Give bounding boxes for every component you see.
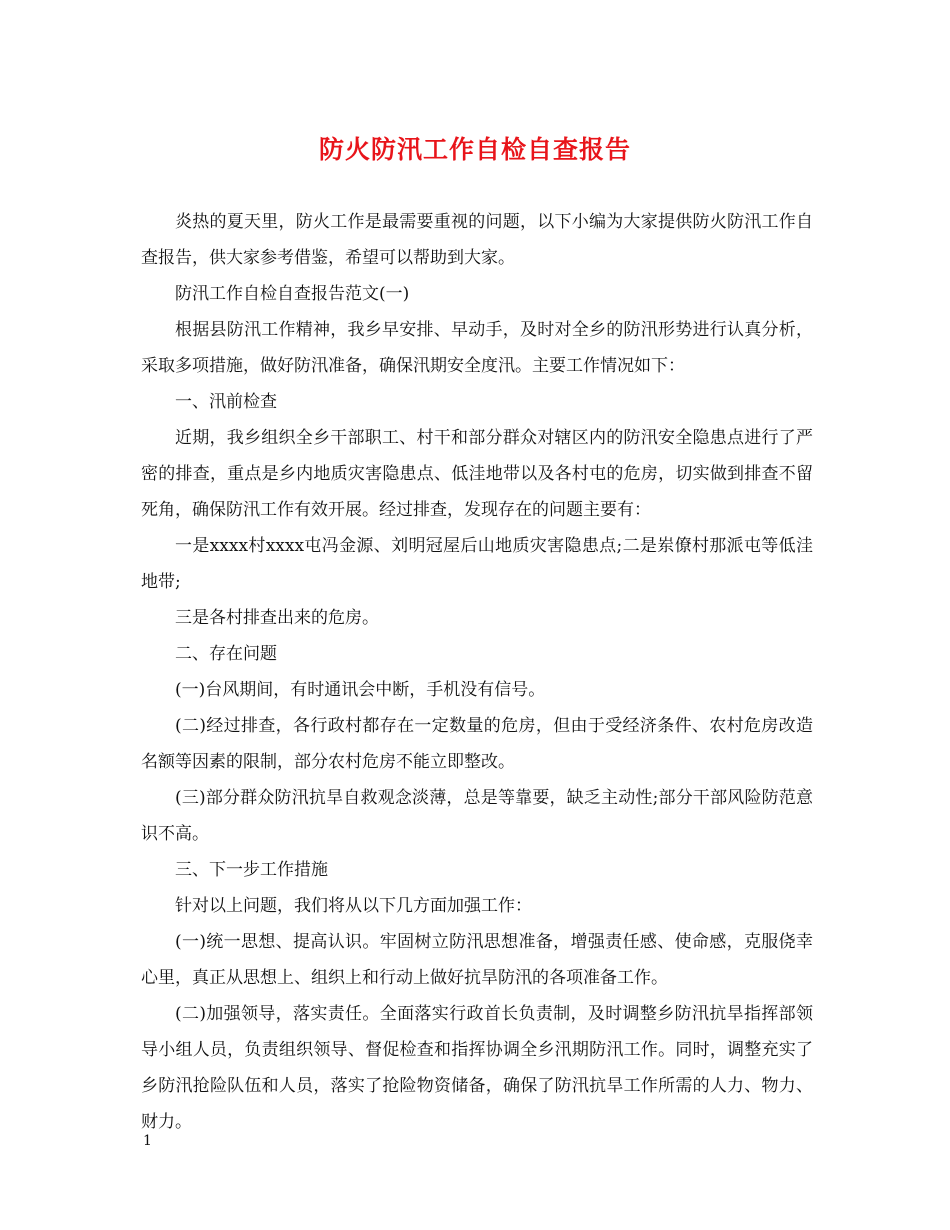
paragraph-measure-2: (二)加强领导，落实责任。全面落实行政首长负责制，及时调整乡防汛抗旱指挥部领导小组人员，负责组织领导、督促检查和指挥协调全乡汛期防汛工作。同时，调整充实了乡防汛抢险队伍和人员，落实了抢险物资储备，确保了防汛抗旱工作所需的人力、物力、财力。	[141, 1004, 813, 1132]
paragraph-dangerous-houses: 三是各村排查出来的危房。	[175, 608, 379, 628]
paragraph-intro: 炎热的夏天里，防火工作是最需要重视的问题，以下小编为大家提供防火防汛工作自查报告，供大家参考借鉴，希望可以帮助到大家。	[141, 212, 813, 268]
paragraph-measures-intro: 针对以上问题，我们将从以下几方面加强工作：	[175, 896, 532, 916]
page-number: 1	[143, 1133, 152, 1149]
document-body	[141, 204, 813, 1140]
paragraph-problem-2: (二)经过排查，各行政村都存在一定数量的危房，但由于受经济条件、农村危房改造名额等因素的限制，部分农村危房不能立即整改。	[141, 716, 813, 772]
document-title: 防火防汛工作自检自查报告	[318, 135, 631, 164]
paragraph-measure-1: (一)统一思想、提高认识。牢固树立防汛思想准备，增强责任感、使命感，克服侥幸心里，真正从思想上、组织上和行动上做好抗旱防汛的各项准备工作。	[141, 932, 813, 988]
paragraph-subtitle: 防汛工作自检自查报告范文(一)	[175, 284, 410, 304]
section-heading-measures: 三、下一步工作措施	[175, 860, 328, 880]
paragraph-inspection: 近期，我乡组织全乡干部职工、村干和部分群众对辖区内的防汛安全隐患点进行了严密的排查，重点是乡内地质灾害隐患点、低洼地带以及各村屯的危房，切实做到排查不留死角，确保防汛工作有效开展。经过排查，发现存在的问题主要有：	[141, 428, 813, 520]
section-heading-inspection: 一、汛前检查	[175, 392, 277, 412]
paragraph-overview: 根据县防汛工作精神，我乡早安排、早动手，及时对全乡的防汛形势进行认真分析，采取多项措施，做好防汛准备，确保汛期安全度汛。主要工作情况如下：	[141, 320, 813, 376]
paragraph-problem-3: (三)部分群众防汛抗旱自救观念淡薄，总是等靠要，缺乏主动性;部分干部风险防范意识不高。	[141, 788, 813, 844]
paragraph-hazard-points: 一是xxxx村xxxx屯冯金源、刘明冠屋后山地质灾害隐患点;二是岽僚村那派屯等低洼地带;	[141, 536, 813, 592]
section-heading-problems: 二、存在问题	[175, 644, 277, 664]
paragraph-problem-1: (一)台风期间，有时通讯会中断，手机没有信号。	[175, 680, 546, 700]
